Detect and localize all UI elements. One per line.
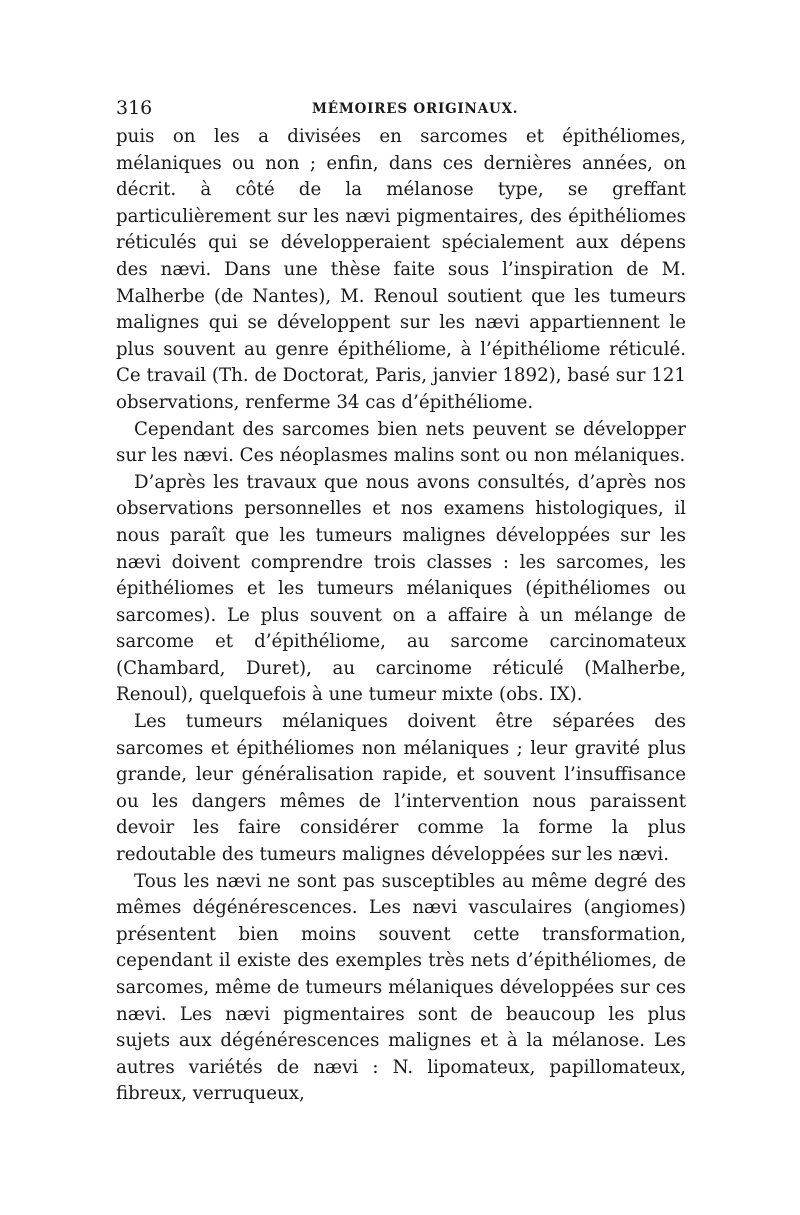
paragraph-5: Tous les nævi ne sont pas susceptibles au même degré des mêmes dégénérescences. Les nævi vasculaires (angiomes) présentent bien moins souvent cette transformation, cependant il existe des exemples très nets d’épithéliomes, de sarcomes, même de tumeurs mélaniques développées sur ces nævi. Les nævi pigmentaires sont de beaucoup les plus sujets aux dégénérescences malignes et à la mélanose. Les autres variétés de nævi : N. lipomateux, papillomateux, fibreux, verruqueux,: [116, 870, 686, 1105]
body-text: [116, 124, 686, 1108]
running-title: MÉMOIRES ORIGINAUX.: [312, 101, 519, 117]
paragraph-2: Cependant des sarcomes bien nets peuvent se développer sur les nævi. Ces néoplasmes malins sont ou non mélaniques.: [116, 418, 686, 467]
paragraph-3: D’après les travaux que nous avons consultés, d’après nos observations personnelles et nos examens histologiques, il nous paraît que les tumeurs malignes développées sur les nævi doivent comprendre trois classes : les sarcomes, les épithéliomes et les tumeurs mélaniques (épithéliomes ou sarcomes). Le plus souvent on a affaire à un mélange de sarcome et d’épithéliome, au sarcome carcinomateux (Chambard, Duret), au carcinome réticulé (Malherbe, Renoul), quelquefois à une tumeur mixte (obs. IX).: [116, 471, 686, 706]
running-header: [116, 96, 686, 120]
page-number: 316: [116, 97, 153, 119]
paragraph-1: puis on les a divisées en sarcomes et épithéliomes, mélaniques ou non ; enfin, dans ces dernières années, on décrit. à côté de la mélanose type, se greffant particulièrement sur les nævi pigmentaires, des épithéliomes réticulés qui se développeraient spécialement aux dépens des nævi. Dans une thèse faite sous l’inspiration de M. Malherbe (de Nantes), M. Renoul soutient que les tumeurs malignes qui se développent sur les nævi appartiennent le plus souvent au genre épithéliome, à l’épithéliome réticulé. Ce travail (Th. de Doctorat, Paris, janvier 1892), basé sur 121 observations, renferme 34 cas d’épithéliome.: [116, 126, 686, 413]
paragraph-4: Les tumeurs mélaniques doivent être séparées des sarcomes et épithéliomes non mélaniques ; leur gravité plus grande, leur généralisation rapide, et souvent l’insuffisance ou les dangers mêmes de l’intervention nous paraissent devoir les faire considérer comme la forme la plus redoutable des tumeurs malignes développées sur les nævi.: [116, 711, 686, 866]
book-page: [116, 96, 686, 1176]
